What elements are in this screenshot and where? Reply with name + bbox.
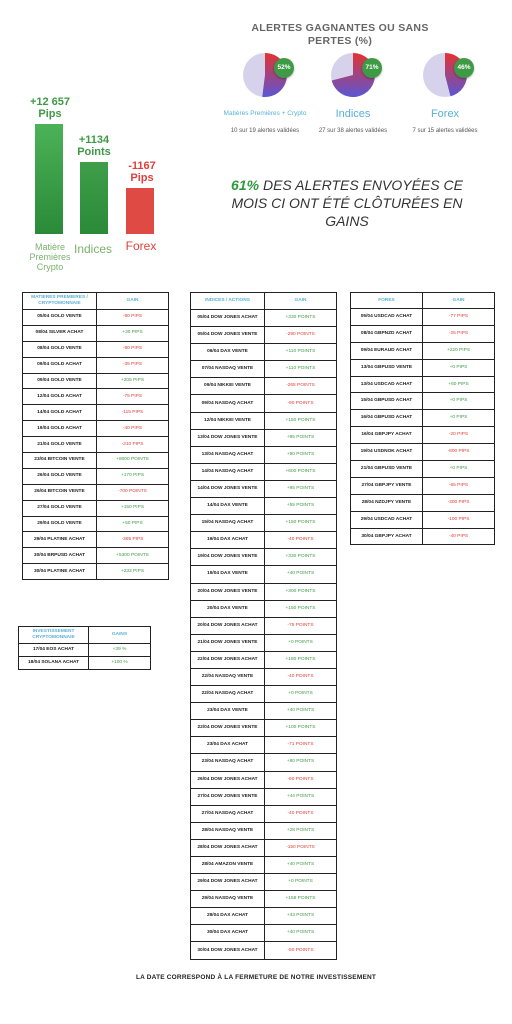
trade-gain: -35 PIPS	[97, 357, 169, 373]
trade-gain: +0 PIPS	[423, 359, 495, 376]
trade-gain: +150 POINTS	[265, 412, 337, 429]
headline-line3: GAINS	[325, 213, 369, 229]
bar-forex	[126, 188, 154, 234]
trade-gain: +90 POINTS	[265, 446, 337, 463]
trade-gain: +50 PIPS	[97, 516, 169, 532]
trade-label: 22/04 NASDAQ VENTE	[191, 668, 265, 685]
trade-gain: -150 POINTS	[265, 839, 337, 856]
pie-section-title: ALERTES GAGNANTES OU SANS PERTES (%)	[251, 22, 429, 47]
trade-label: 30/04 DAX ACHAT	[191, 925, 265, 942]
trade-label: 14/04 DOW JONES VENTE	[191, 480, 265, 497]
bar-value-matieres: +12 657 Pips	[29, 96, 71, 120]
headline	[222, 176, 472, 230]
table-row	[191, 327, 337, 344]
trade-label: 17/04 EOS ACHAT	[19, 644, 89, 657]
table-row	[23, 325, 169, 341]
table-row	[191, 361, 337, 378]
trade-label: 13/04 USDCAD ACHAT	[351, 376, 423, 393]
trade-label: 23/04 DAX VENTE	[191, 703, 265, 720]
trade-label: 09/04 NASDAQ ACHAT	[191, 395, 265, 412]
trade-gain: -310 PIPS	[97, 437, 169, 453]
trade-gain: +40 POINTS	[265, 703, 337, 720]
trade-gain: +95 POINTS	[265, 480, 337, 497]
table-row	[19, 657, 151, 670]
trade-gain: +232 PIPS	[97, 564, 169, 580]
trade-label: 13/04 NASDAQ ACHAT	[191, 446, 265, 463]
table-row	[351, 342, 495, 359]
headline-line1: DES ALERTES ENVOYÉES CE	[259, 177, 463, 193]
trade-label: 27/04 NASDAQ ACHAT	[191, 805, 265, 822]
forex-table	[350, 292, 495, 545]
trade-label: 07/04 NASDAQ VENTE	[191, 361, 265, 378]
table-row	[191, 908, 337, 925]
trade-label: 14/04 GOLD ACHAT	[23, 405, 97, 421]
trade-label: 13/04 GBPUSD VENTE	[351, 359, 423, 376]
trade-gain: +300 POINTS	[265, 583, 337, 600]
table-row	[23, 357, 169, 373]
trade-gain: +0 PIPS	[423, 461, 495, 478]
trade-label: 15/04 NASDAQ ACHAT	[191, 515, 265, 532]
pie-chart-forex	[422, 52, 471, 98]
trade-gain: -40 POINTS	[265, 668, 337, 685]
trade-label: 19/04 DOW JONES VENTE	[191, 549, 265, 566]
trade-gain: -40 PIPS	[423, 528, 495, 545]
trade-label: 09/04 NIKKEI VENTE	[191, 378, 265, 395]
indices-header-gain: GAIN	[265, 293, 337, 310]
table-row	[23, 548, 169, 564]
trade-gain: -65 PIPS	[423, 477, 495, 494]
pie-item-indices	[308, 52, 398, 134]
table-row	[191, 412, 337, 429]
trade-label: 29/04 DAX ACHAT	[191, 908, 265, 925]
table-row	[351, 376, 495, 393]
bar-matieres	[35, 124, 63, 234]
trade-label: 20/04 DAX VENTE	[191, 600, 265, 617]
trade-label: 21/04 DOW JONES VENTE	[191, 634, 265, 651]
trade-gain: +40 POINTS	[265, 857, 337, 874]
trade-gain: -100 PIPS	[423, 511, 495, 528]
trade-gain: +0 POINTS	[265, 686, 337, 703]
table-row	[351, 477, 495, 494]
trade-gain: +28 POINTS	[265, 822, 337, 839]
trade-label: 08/04 SILVER ACHAT	[23, 325, 97, 341]
trade-gain: +5300 POINTS	[97, 548, 169, 564]
bar-label-forex: Forex	[125, 239, 157, 253]
pie-chart-matieres	[242, 52, 291, 98]
trade-label: 05/04 DOW JONES ACHAT	[191, 310, 265, 327]
trade-label: 14/04 NASDAQ ACHAT	[191, 463, 265, 480]
trade-label: 29/04 USDCAD ACHAT	[351, 511, 423, 528]
table-row	[191, 925, 337, 942]
table-row	[191, 617, 337, 634]
trade-gain: -60 POINTS	[265, 771, 337, 788]
pie-percent-matieres: 52%	[274, 58, 294, 78]
table-row	[191, 754, 337, 771]
table-row	[23, 341, 169, 357]
table-row	[23, 389, 169, 405]
bar-value-indices: +1134 Points	[77, 134, 111, 158]
footer-note: LA DATE CORRESPOND À LA FERMETURE DE NOTRE INVESTISSEMENT	[135, 974, 377, 981]
table-row	[191, 857, 337, 874]
trade-gain: +40 POINTS	[265, 566, 337, 583]
trade-label: 21/04 GBPUSD VENTE	[351, 461, 423, 478]
trade-label: 19/04 USDNOK ACHAT	[351, 444, 423, 461]
table-row	[23, 373, 169, 389]
trade-label: 15/04 GBPUSD ACHAT	[351, 393, 423, 410]
trade-label: 09/04 EURAUD ACHAT	[351, 342, 423, 359]
table-row	[191, 839, 337, 856]
trade-gain: +330 POINTS	[265, 310, 337, 327]
table-row	[191, 805, 337, 822]
trade-gain: +60 PIPS	[423, 376, 495, 393]
trade-label: 16/04 GBPUSD ACHAT	[351, 410, 423, 427]
trade-gain: +170 PIPS	[97, 468, 169, 484]
table-row	[351, 325, 495, 342]
trade-gain: +40 POINTS	[265, 925, 337, 942]
trade-gain: -75 PIPS	[97, 389, 169, 405]
invest-table	[18, 626, 151, 670]
trade-gain: +43 POINTS	[265, 908, 337, 925]
trade-label: 29/04 DOW JONES ACHAT	[191, 874, 265, 891]
pie-subtitle-matieres: 10 sur 19 alertes validées	[230, 128, 300, 134]
forex-header-instrument: FOREX	[351, 293, 423, 309]
trade-gain: +110 POINTS	[265, 344, 337, 361]
indices-table	[190, 292, 337, 960]
trade-label: 28/04 NZDJPY VENTE	[351, 494, 423, 511]
table-row	[191, 686, 337, 703]
table-row	[191, 668, 337, 685]
bar-label-indices: Indices	[73, 242, 113, 256]
invest-header-gain: GAINS	[89, 627, 151, 644]
table-row	[191, 480, 337, 497]
pie-item-matieres	[220, 52, 310, 134]
pips-bar-chart	[0, 0, 200, 280]
trade-gain: +180 POINTS	[265, 651, 337, 668]
pie-item-forex	[400, 52, 490, 134]
trade-label: 06/04 DAX VENTE	[191, 344, 265, 361]
table-row	[351, 427, 495, 444]
table-row	[191, 498, 337, 515]
table-row	[191, 532, 337, 549]
pie-category-forex: Forex	[430, 108, 460, 120]
trade-label: 05/04 DOW JONES VENTE	[191, 327, 265, 344]
table-row	[191, 344, 337, 361]
table-row	[191, 720, 337, 737]
table-row	[191, 822, 337, 839]
trade-label: 09/04 GOLD ACHAT	[23, 357, 97, 373]
trade-gain: +8000 POINTS	[97, 453, 169, 469]
trade-label: 26/04 BITCOIN VENTE	[23, 484, 97, 500]
trade-gain: -300 PIPS	[423, 494, 495, 511]
trade-gain: +205 PIPS	[97, 373, 169, 389]
table-row	[191, 703, 337, 720]
pie-subtitle-indices: 27 sur 38 alertes validées	[318, 128, 388, 134]
trade-gain: -265 POINTS	[265, 378, 337, 395]
trade-label: 19/04 DAX VENTE	[191, 566, 265, 583]
trade-gain: +330 POINTS	[265, 549, 337, 566]
trade-label: 12/04 NIKKEI VENTE	[191, 412, 265, 429]
trade-label: 20/04 DOW JONES ACHAT	[191, 617, 265, 634]
table-row	[351, 494, 495, 511]
table-row	[23, 500, 169, 516]
pie-percent-forex: 46%	[454, 58, 474, 78]
trade-gain: -90 POINTS	[265, 395, 337, 412]
trade-label: 28/04 DOW JONES ACHAT	[191, 839, 265, 856]
trade-label: 28/04 AMAZON VENTE	[191, 857, 265, 874]
trade-gain: +110 POINTS	[265, 361, 337, 378]
trade-gain: +158 POINTS	[265, 891, 337, 908]
headline-percent: 61%	[231, 177, 260, 193]
table-row	[351, 461, 495, 478]
trade-label: 30/04 BRPUSD ACHAT	[23, 548, 97, 564]
trade-label: 23/04 NASDAQ ACHAT	[191, 754, 265, 771]
trade-gain: +150 POINTS	[265, 515, 337, 532]
table-row	[23, 516, 169, 532]
trade-gain: +100 %	[89, 657, 151, 670]
trade-label: 29/04 NASDAQ VENTE	[191, 891, 265, 908]
table-row	[191, 771, 337, 788]
forex-header-gain: GAIN	[423, 293, 495, 309]
trade-label: 16/04 GBPJPY ACHAT	[351, 427, 423, 444]
trade-label: 19/04 DAX ACHAT	[191, 532, 265, 549]
table-row	[351, 410, 495, 427]
trade-gain: +100 POINTS	[265, 720, 337, 737]
bar-indices	[80, 162, 108, 234]
trade-gain: +0 PIPS	[423, 410, 495, 427]
table-row	[191, 378, 337, 395]
trade-gain: +150 POINTS	[265, 600, 337, 617]
trade-label: 14/04 DAX VENTE	[191, 498, 265, 515]
trade-gain: -50 POINTS	[265, 942, 337, 959]
trade-gain: +600 POINTS	[265, 463, 337, 480]
trade-gain: -20 PIPS	[423, 427, 495, 444]
trade-label: 05/04 GOLD VENTE	[23, 310, 97, 326]
headline-line2: MOIS CI ONT ÉTÉ CLÔTURÉES EN	[231, 195, 463, 211]
trade-label: 08/04 GBPNZD ACHAT	[351, 325, 423, 342]
pie-category-indices: Indices	[335, 108, 371, 120]
trade-gain: +95 POINTS	[265, 429, 337, 446]
trade-label: 08/04 GOLD VENTE	[23, 341, 97, 357]
pie-category-matieres: Matières Premières + Crypto	[223, 110, 307, 117]
trade-label: 18/04 SOLANA ACHAT	[19, 657, 89, 670]
trade-label: 29/04 GOLD VENTE	[23, 516, 97, 532]
trade-label: 27/04 GOLD VENTE	[23, 500, 97, 516]
trade-label: 23/04 BITCOIN VENTE	[23, 453, 97, 469]
table-row	[23, 453, 169, 469]
table-row	[191, 429, 337, 446]
trade-label: 20/04 DOW JONES VENTE	[191, 583, 265, 600]
trade-label: 29/04 PLATINE ACHAT	[23, 532, 97, 548]
table-row	[191, 549, 337, 566]
trade-label: 23/04 DAX ACHAT	[191, 737, 265, 754]
trade-gain: -290 POINTS	[265, 327, 337, 344]
table-row	[23, 405, 169, 421]
trade-gain: -40 POINTS	[265, 805, 337, 822]
bar-value-forex: -1167 Pips	[128, 160, 156, 184]
trade-label: 21/04 GOLD VENTE	[23, 437, 97, 453]
trade-gain: -77 PIPS	[423, 309, 495, 326]
pie-percent-indices: 71%	[362, 58, 382, 78]
invest-header-instrument: INVESTISSEMENT CRYPTOMONNAIE	[19, 627, 89, 644]
table-row	[191, 874, 337, 891]
table-row	[191, 634, 337, 651]
trade-label: 28/04 NASDAQ VENTE	[191, 822, 265, 839]
indices-header-instrument: INDICES / ACTIONS	[191, 293, 265, 310]
trade-gain: +44 POINTS	[265, 788, 337, 805]
trade-label: 12/04 GOLD ACHAT	[23, 389, 97, 405]
trade-gain: -800 PIPS	[423, 444, 495, 461]
table-row	[23, 437, 169, 453]
table-row	[191, 446, 337, 463]
bar-label-matieres: Matière Premières Crypto	[29, 242, 71, 272]
table-row	[191, 891, 337, 908]
trade-label: 22/04 DOW JONES VENTE	[191, 720, 265, 737]
trade-gain: +150 PIPS	[97, 500, 169, 516]
trade-gain: +80 POINTS	[265, 754, 337, 771]
table-row	[191, 566, 337, 583]
trade-gain: +30 PIPS	[97, 325, 169, 341]
table-row	[23, 421, 169, 437]
trade-label: 19/04 GOLD ACHAT	[23, 421, 97, 437]
trade-gain: +0 POINTS	[265, 634, 337, 651]
table-row	[351, 528, 495, 545]
table-row	[191, 463, 337, 480]
table-row	[191, 310, 337, 327]
table-row	[19, 644, 151, 657]
trade-label: 09/04 GOLD VENTE	[23, 373, 97, 389]
trade-label: 05/04 USDCAD ACHAT	[351, 309, 423, 326]
trade-gain: -40 POINTS	[265, 532, 337, 549]
trade-label: 22/04 DOW JONES ACHAT	[191, 651, 265, 668]
trade-label: 26/04 DOW JONES ACHAT	[191, 771, 265, 788]
trade-gain: -115 PIPS	[97, 405, 169, 421]
table-row	[191, 942, 337, 959]
trade-gain: +220 PIPS	[423, 342, 495, 359]
trade-label: 26/04 GOLD VENTE	[23, 468, 97, 484]
table-row	[191, 788, 337, 805]
table-row	[351, 393, 495, 410]
table-row	[191, 583, 337, 600]
table-row	[23, 468, 169, 484]
trade-gain: +55 POINTS	[265, 498, 337, 515]
table-row	[191, 651, 337, 668]
trade-label: 27/04 GBPJPY VENTE	[351, 477, 423, 494]
matieres-header-gain: GAIN	[97, 293, 169, 310]
table-row	[191, 737, 337, 754]
table-row	[351, 359, 495, 376]
trade-label: 30/04 DOW JONES ACHAT	[191, 942, 265, 959]
trade-gain: +39 %	[89, 644, 151, 657]
table-row	[23, 564, 169, 580]
trade-gain: -90 PIPS	[97, 310, 169, 326]
pie-chart-indices	[330, 52, 379, 98]
table-row	[191, 515, 337, 532]
pie-subtitle-forex: 7 sur 15 alertes validées	[412, 128, 478, 134]
table-row	[351, 511, 495, 528]
trade-gain: +0 PIPS	[423, 393, 495, 410]
trade-label: 30/04 GBPJPY ACHAT	[351, 528, 423, 545]
table-row	[191, 600, 337, 617]
table-row	[351, 309, 495, 326]
trade-gain: -385 PIPS	[97, 532, 169, 548]
trade-gain: +0 POINTS	[265, 874, 337, 891]
trade-gain: -90 PIPS	[97, 341, 169, 357]
trade-label: 27/04 DOW JONES VENTE	[191, 788, 265, 805]
trade-gain: -75 POINTS	[265, 617, 337, 634]
trade-gain: -25 PIPS	[423, 325, 495, 342]
matieres-table	[22, 292, 169, 580]
table-row	[351, 444, 495, 461]
trade-gain: -40 PIPS	[97, 421, 169, 437]
trade-gain: -71 POINTS	[265, 737, 337, 754]
trade-label: 22/04 NASDAQ ACHAT	[191, 686, 265, 703]
trade-label: 13/04 DOW JONES VENTE	[191, 429, 265, 446]
trade-label: 30/04 PLATINE ACHAT	[23, 564, 97, 580]
matieres-header-instrument: MATIERES PREMIERES / CRYPTOMONNAIE	[23, 293, 97, 310]
table-row	[23, 484, 169, 500]
table-row	[23, 310, 169, 326]
trade-gain: -700 POINTS	[97, 484, 169, 500]
table-row	[23, 532, 169, 548]
table-row	[191, 395, 337, 412]
